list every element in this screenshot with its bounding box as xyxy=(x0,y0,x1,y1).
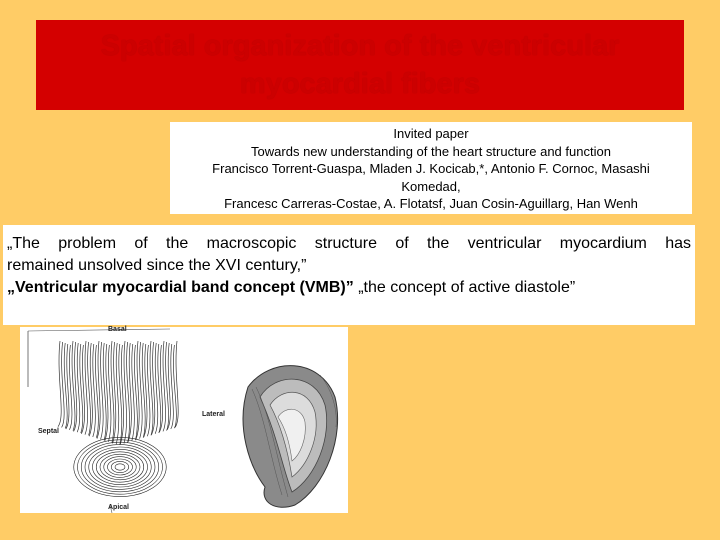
slide-title xyxy=(101,27,620,103)
quote-line1: „The problem of the macroscopic structure of the ventricular myocardium has xyxy=(7,235,691,252)
spiral-ring xyxy=(78,440,163,494)
fiber-strand xyxy=(124,341,127,443)
fiber-strand xyxy=(116,343,119,444)
spiral-ring xyxy=(89,447,152,487)
fiber-strand xyxy=(69,345,72,430)
axis-line-top xyxy=(28,329,170,331)
label-basal: Basal xyxy=(108,326,127,333)
label-lateral: Lateral xyxy=(202,411,225,418)
fiber-strand xyxy=(147,345,150,436)
slide-title-line2: myocardial fibers xyxy=(239,68,481,100)
concept-line xyxy=(7,277,691,299)
fiber-strand xyxy=(155,343,158,434)
fiber-strand xyxy=(77,343,80,432)
quote-line2: remained unsolved since the XVI century,” xyxy=(7,257,307,274)
heart-fiber-illustration xyxy=(20,327,348,513)
spiral-ring xyxy=(85,445,155,490)
fiber-strand xyxy=(85,341,88,435)
fiber-strand xyxy=(93,344,96,437)
spiral-ring xyxy=(111,461,129,472)
quote-box xyxy=(3,225,695,325)
title-box xyxy=(36,20,684,110)
spiral-ring xyxy=(93,449,148,484)
slide-title-line1: Spatial organization of the ventricular xyxy=(100,30,620,62)
spiral-ring xyxy=(74,437,167,496)
fiber-strands xyxy=(58,341,178,445)
fiber-strand xyxy=(101,342,104,439)
heart-fiber-figure xyxy=(20,327,348,513)
spiral-fibers xyxy=(74,437,167,496)
label-apical: Apical xyxy=(108,504,130,511)
fiber-strand xyxy=(62,342,65,427)
fiber-strand xyxy=(171,344,174,429)
fiber-strand xyxy=(113,342,116,443)
spiral-ring xyxy=(115,464,125,470)
fiber-strand xyxy=(108,345,111,442)
fiber-strand xyxy=(132,344,135,441)
spiral-ring xyxy=(100,454,140,480)
label-septal: Septal xyxy=(38,428,60,435)
concept-bold: „Ventricular myocardial band concept (VMB)” xyxy=(7,279,359,296)
fiber-strand xyxy=(120,345,123,444)
spiral-ring xyxy=(104,457,137,478)
paper-type: Invited paper xyxy=(393,126,469,141)
fiber-strand xyxy=(140,342,143,439)
paper-authors-line2: Francesc Carreras-Costae, A. Flotatsf, Juan Cosin-Aguillarg, Han Wenh xyxy=(224,196,638,211)
fiber-strand xyxy=(163,341,166,431)
concept-rest: „the concept of active diastole” xyxy=(358,279,576,296)
fiber-strand xyxy=(58,341,61,427)
paper-authors-line1: Francisco Torrent-Guaspa, Mladen J. Kocicab,*, Antonio F. Cornoc, Masashi Komedad, xyxy=(212,161,650,194)
fiber-strand xyxy=(105,344,108,441)
paper-citation-box xyxy=(170,122,692,214)
heart-band-drawing xyxy=(243,366,338,508)
paper-title: Towards new understanding of the heart structure and function xyxy=(251,143,611,159)
